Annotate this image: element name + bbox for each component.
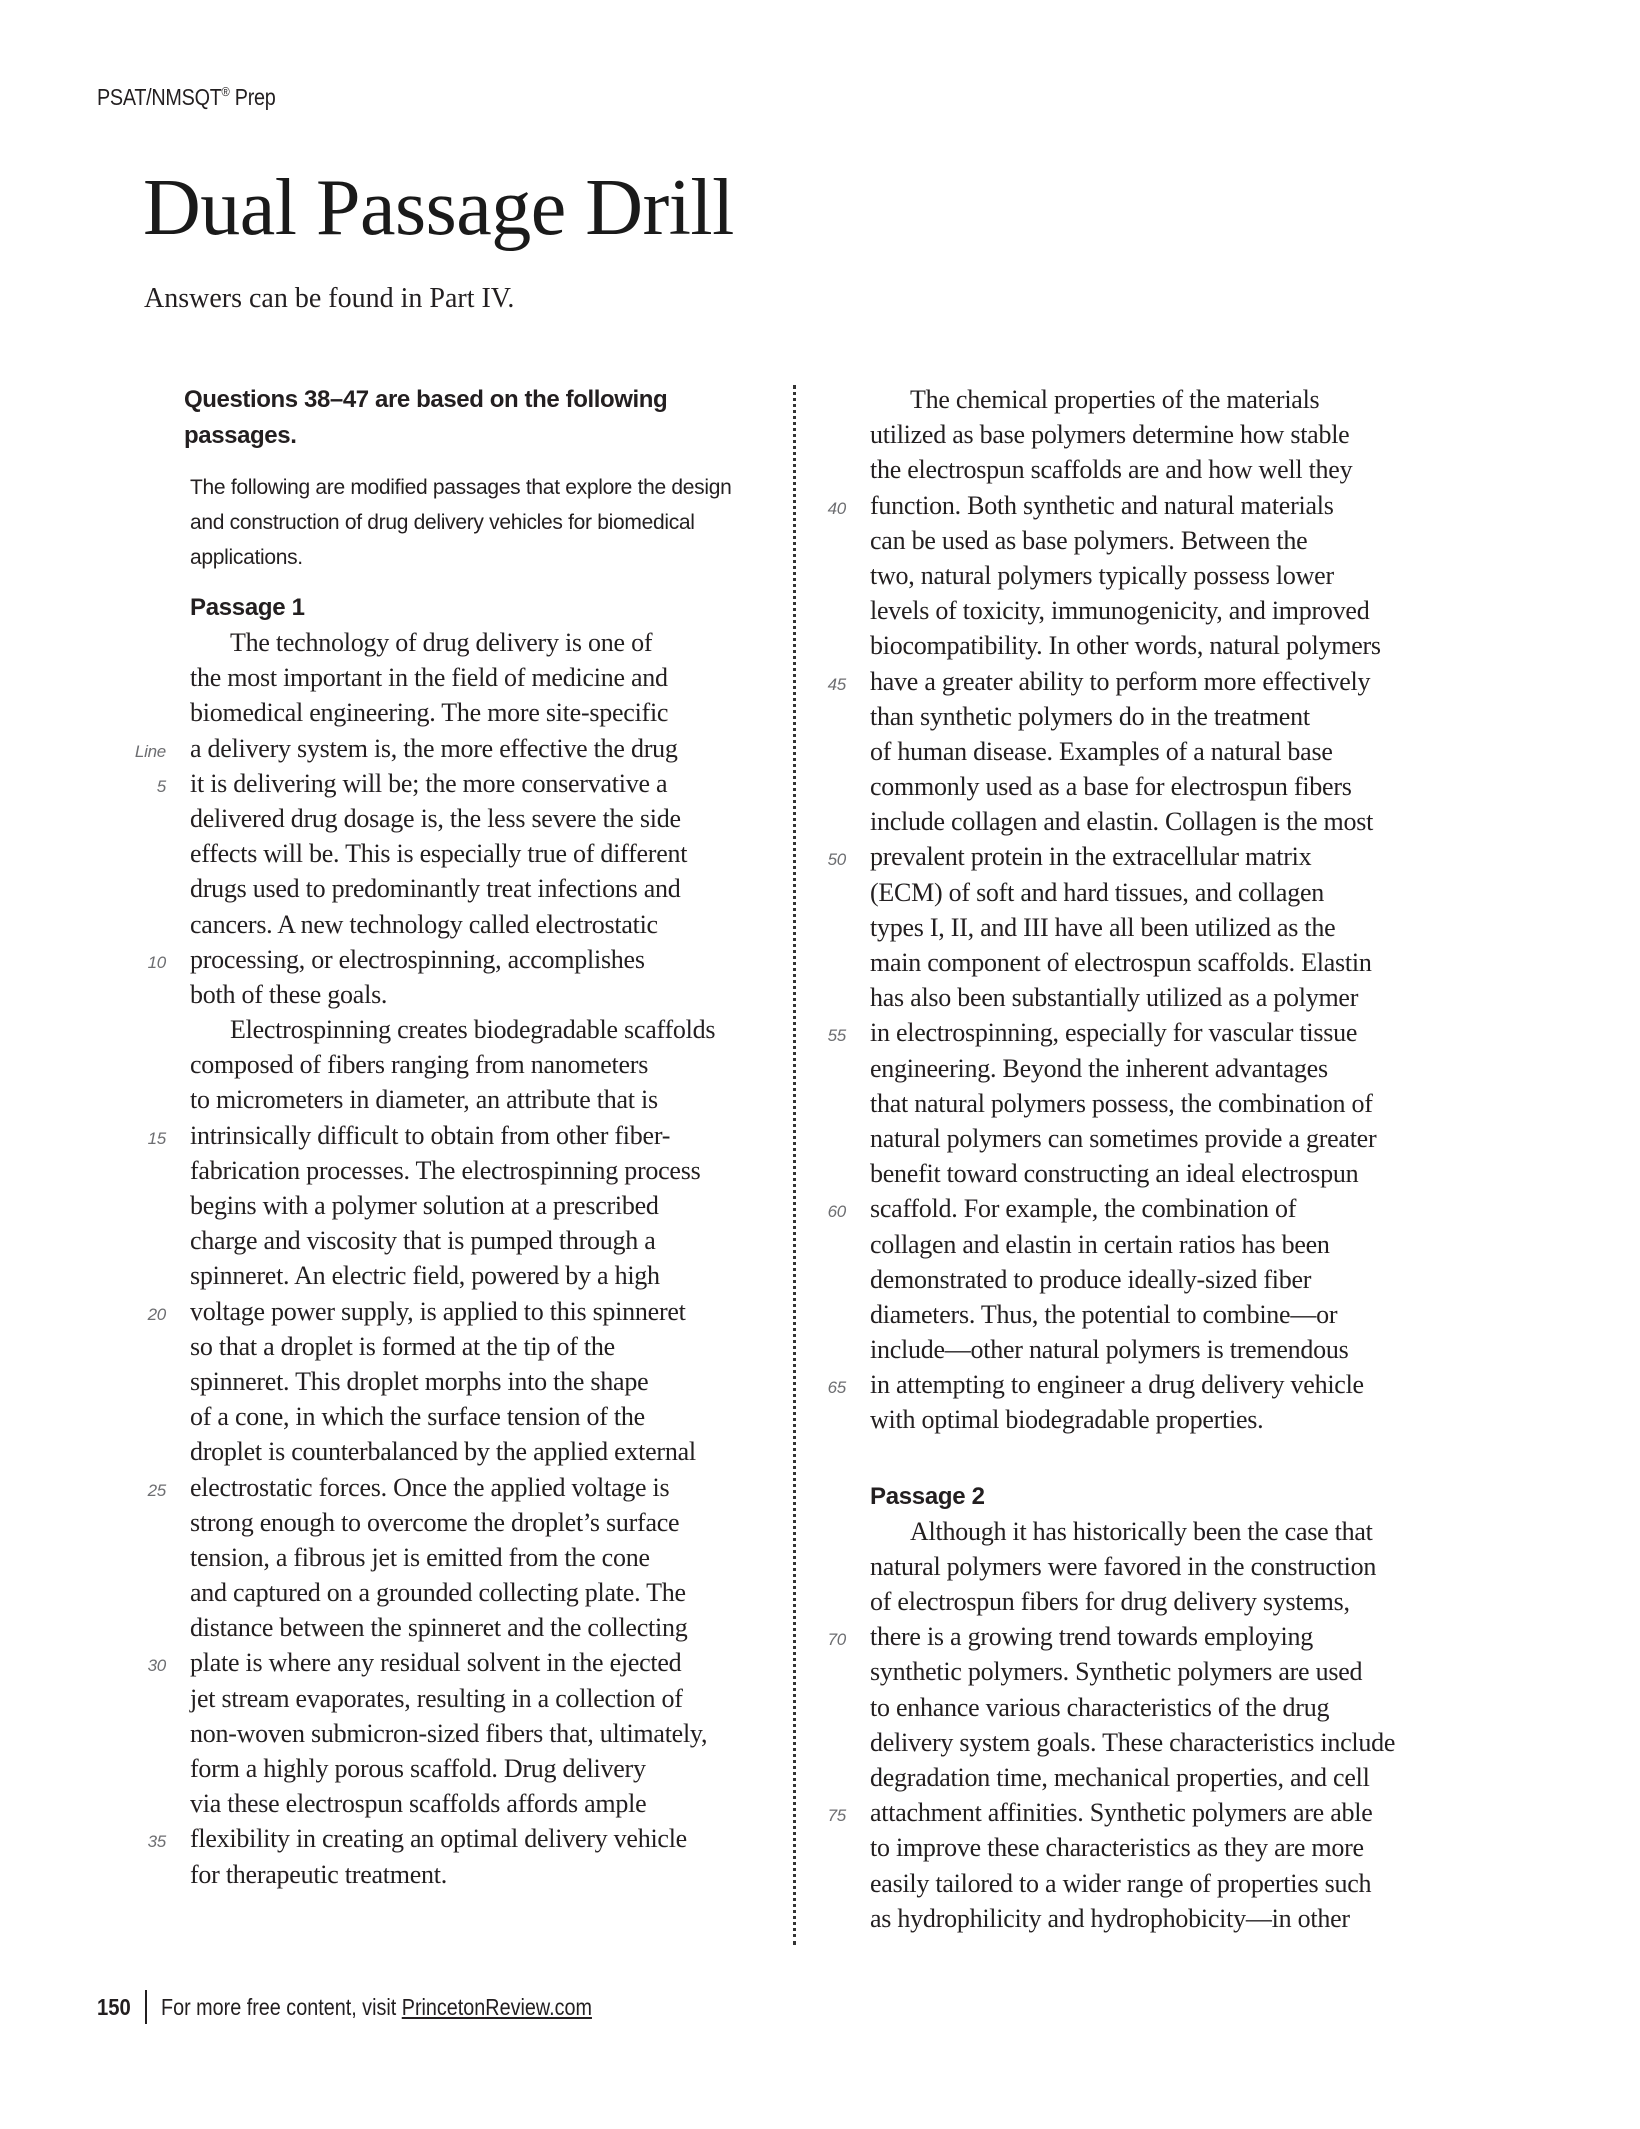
line-text: of electrospun fibers for drug delivery systems,: [870, 1587, 1350, 1616]
passage-line: [110, 1364, 770, 1399]
princeton-review-link[interactable]: PrincetonReview.com: [402, 1993, 593, 2020]
passage-line: [110, 1188, 770, 1223]
passage-line: [110, 1645, 770, 1680]
line-text: both of these goals.: [190, 979, 388, 1009]
line-number: 25: [147, 1480, 166, 1500]
line-text: of human disease. Examples of a natural base: [870, 736, 1333, 766]
passage-line: [810, 1367, 1510, 1402]
passage-line: [810, 980, 1510, 1015]
passage-line: [810, 628, 1510, 663]
line-text: Although it has historically been the case that: [910, 1516, 1373, 1546]
passage-1-text-continued: [810, 382, 1510, 1438]
running-header-suffix: Prep: [229, 84, 276, 110]
passage-line: [810, 1549, 1510, 1584]
line-text: collagen and elastin in certain ratios has been: [870, 1229, 1330, 1259]
passage-line: [810, 1901, 1510, 1936]
line-text: droplet is counterbalanced by the applied external: [190, 1437, 696, 1467]
passage-line: [110, 1821, 770, 1856]
line-text: benefit toward constructing an ideal electrospun: [870, 1159, 1359, 1189]
passage-1-heading: Passage 1: [190, 594, 305, 621]
passage-line: [110, 1540, 770, 1575]
line-text: with optimal biodegradable properties.: [870, 1405, 1264, 1435]
passage-line: [810, 593, 1510, 628]
passage-line: [110, 1610, 770, 1645]
passage-line: [110, 1716, 770, 1751]
left-column: [110, 382, 770, 1892]
passage-line: [110, 766, 770, 801]
line-text: attachment affinities. Synthetic polymers are able: [870, 1798, 1373, 1828]
line-text: types I, II, and III have all been utilized as the: [870, 912, 1336, 942]
line-text: Electrospinning creates biodegradable scaffolds: [230, 1015, 716, 1045]
line-text: main component of electrospun scaffolds. Elastin: [870, 948, 1372, 977]
passage-line: [810, 1156, 1510, 1191]
passage-line: [110, 1294, 770, 1329]
passage-line: [810, 1866, 1510, 1901]
line-text: to improve these characteristics as they are more: [870, 1833, 1364, 1863]
line-text: delivered drug dosage is, the less severe the side: [190, 803, 681, 833]
line-number: 40: [827, 498, 846, 518]
intro-blurb: The following are modified passages that explore the design and construction of drug delivery vehicles for biomedical applications.: [190, 476, 732, 569]
passage-line: [110, 1153, 770, 1188]
line-text: natural polymers were favored in the construction: [870, 1551, 1377, 1581]
line-text: and captured on a grounded collecting plate. The: [190, 1578, 686, 1608]
line-text: there is a growing trend towards employing: [870, 1622, 1313, 1652]
passage-line: [810, 910, 1510, 945]
line-text: the most important in the field of medicine and: [190, 663, 668, 693]
passage-line: [810, 1121, 1510, 1156]
line-text: scaffold. For example, the combination of: [870, 1194, 1297, 1224]
line-number: Line: [134, 741, 166, 761]
line-text: as hydrophilicity and hydrophobicity—in other: [870, 1903, 1350, 1933]
line-text: diameters. Thus, the potential to combine—or: [870, 1299, 1338, 1329]
line-text: so that a droplet is formed at the tip of the: [190, 1331, 615, 1361]
line-text: jet stream evaporates, resulting in a collection of: [190, 1683, 683, 1713]
line-text: effects will be. This is especially true of different: [190, 839, 688, 869]
line-text: spinneret. An electric field, powered by a high: [190, 1261, 660, 1291]
page-footer: [97, 1990, 662, 2024]
line-text: plate is where any residual solvent in the ejected: [190, 1648, 682, 1678]
passage-2-heading: Passage 2: [870, 1482, 985, 1510]
running-header: [97, 84, 276, 111]
line-text: it is delivering will be; the more conservative a: [190, 768, 668, 798]
line-text: fabrication processes. The electrospinning process: [190, 1155, 701, 1185]
line-text: electrostatic forces. Once the applied voltage is: [190, 1472, 670, 1502]
passage-line: [110, 1786, 770, 1821]
line-text: distance between the spinneret and the collecting: [190, 1613, 688, 1643]
passage-line: [110, 1329, 770, 1364]
passage-line: [810, 1402, 1510, 1437]
passage-line: [810, 1086, 1510, 1121]
footer-note-text: For more free content, visit: [161, 1993, 403, 2020]
line-text: synthetic polymers. Synthetic polymers are used: [870, 1657, 1363, 1687]
line-text: to enhance various characteristics of the drug: [870, 1692, 1330, 1722]
passage-line: [810, 699, 1510, 734]
line-text: commonly used as a base for electrospun fibers: [870, 772, 1352, 802]
passage-line: [810, 488, 1510, 523]
passage-line: [810, 1514, 1510, 1549]
line-text: via these electrospun scaffolds affords ample: [190, 1789, 647, 1819]
passage-line: [810, 1262, 1510, 1297]
passage-line: [810, 839, 1510, 874]
passage-line: [110, 1258, 770, 1293]
line-text: tension, a fibrous jet is emitted from the cone: [190, 1542, 650, 1572]
passage-line: [810, 1191, 1510, 1226]
line-text: prevalent protein in the extracellular matrix: [870, 842, 1312, 872]
line-text: form a highly porous scaffold. Drug delivery: [190, 1754, 646, 1783]
footer-note: [161, 1994, 592, 2021]
passage-line: [810, 523, 1510, 558]
line-number: 50: [827, 850, 846, 870]
passage-line: [810, 1654, 1510, 1689]
right-column: [810, 382, 1510, 1936]
passage-line: [810, 1297, 1510, 1332]
line-text: delivery system goals. These characteristics include: [870, 1727, 1396, 1757]
line-number: 60: [827, 1202, 846, 1222]
line-text: that natural polymers possess, the combination of: [870, 1088, 1373, 1118]
line-text: levels of toxicity, immunogenicity, and improved: [870, 596, 1370, 626]
passage-line: [810, 1830, 1510, 1865]
passage-line: [810, 734, 1510, 769]
passage-1-text: [110, 625, 770, 1892]
registered-mark: ®: [221, 84, 230, 99]
line-text: function. Both synthetic and natural materials: [870, 490, 1334, 520]
passage-line: [810, 945, 1510, 980]
passage-line: [110, 836, 770, 871]
line-text: utilized as base polymers determine how stable: [870, 420, 1350, 450]
passage-line: [110, 1470, 770, 1505]
line-text: The chemical properties of the materials: [910, 385, 1320, 414]
line-number: 65: [827, 1378, 846, 1398]
page-title: Dual Passage Drill: [143, 164, 734, 252]
line-text: composed of fibers ranging from nanometers: [190, 1050, 649, 1080]
line-text: charge and viscosity that is pumped through a: [190, 1226, 656, 1256]
column-divider: [793, 385, 796, 1945]
passage-line: [810, 1584, 1510, 1619]
passage-line: [110, 1434, 770, 1469]
passage-line: [110, 942, 770, 977]
line-number: 75: [827, 1806, 846, 1826]
line-text: easily tailored to a wider range of properties such: [870, 1868, 1372, 1898]
line-text: processing, or electrospinning, accomplishes: [190, 944, 645, 974]
line-text: to micrometers in diameter, an attribute that is: [190, 1085, 658, 1115]
line-text: degradation time, mechanical properties, and cell: [870, 1762, 1370, 1792]
passage-line: [110, 907, 770, 942]
line-text: has also been substantially utilized as a polymer: [870, 983, 1359, 1013]
passage-line: [810, 1619, 1510, 1654]
passage-line: [810, 1760, 1510, 1795]
line-text: (ECM) of soft and hard tissues, and collagen: [870, 877, 1325, 907]
passage-line: [810, 382, 1510, 417]
line-text: of a cone, in which the surface tension of the: [190, 1402, 645, 1432]
passage-line: [810, 452, 1510, 487]
line-text: cancers. A new technology called electrostatic: [190, 909, 658, 939]
line-number: 55: [827, 1026, 846, 1046]
passage-line: [110, 1223, 770, 1258]
passage-line: [810, 1690, 1510, 1725]
passage-line: [810, 417, 1510, 452]
line-number: 5: [156, 776, 166, 796]
questions-heading: Questions 38–47 are based on the following passages.: [184, 386, 668, 449]
passage-line: [810, 558, 1510, 593]
passage-line: [110, 1575, 770, 1610]
passage-line: [110, 1047, 770, 1082]
passage-line: [810, 1725, 1510, 1760]
passage-line: [110, 1681, 770, 1716]
line-text: The technology of drug delivery is one of: [230, 628, 653, 657]
passage-line: [810, 875, 1510, 910]
line-text: biomedical engineering. The more site-specific: [190, 698, 669, 728]
line-text: spinneret. This droplet morphs into the shape: [190, 1366, 649, 1396]
passage-line: [810, 664, 1510, 699]
passage-line: [810, 1015, 1510, 1050]
passage-line: [810, 1795, 1510, 1830]
line-text: can be used as base polymers. Between the: [870, 525, 1308, 555]
line-number: 20: [147, 1304, 166, 1324]
page-number: 150: [97, 1993, 131, 2020]
line-text: demonstrated to produce ideally-sized fiber: [870, 1264, 1312, 1294]
page-subtitle: Answers can be found in Part IV.: [144, 283, 515, 314]
line-text: non-woven submicron-sized fibers that, ultimately,: [190, 1718, 708, 1748]
line-text: drugs used to predominantly treat infections and: [190, 874, 681, 904]
passage-line: [110, 660, 770, 695]
line-text: a delivery system is, the more effective the drug: [190, 733, 678, 763]
line-number: 45: [827, 674, 846, 694]
line-text: include collagen and elastin. Collagen is the most: [870, 807, 1374, 837]
line-text: in electrospinning, especially for vascular tissue: [870, 1018, 1358, 1048]
passage-line: [110, 1857, 770, 1892]
passage-line: [110, 1118, 770, 1153]
running-header-title: PSAT/NMSQT: [97, 84, 222, 110]
line-text: in attempting to engineer a drug delivery vehicle: [870, 1370, 1364, 1400]
passage-line: [110, 977, 770, 1012]
line-text: have a greater ability to perform more effectively: [870, 666, 1371, 696]
line-text: biocompatibility. In other words, natural polymers: [870, 631, 1381, 661]
passage-line: [810, 1227, 1510, 1262]
passage-line: [810, 769, 1510, 804]
line-text: two, natural polymers typically possess lower: [870, 560, 1334, 590]
line-number: 10: [147, 952, 166, 972]
passage-line: [110, 801, 770, 836]
line-text: engineering. Beyond the inherent advantages: [870, 1053, 1328, 1083]
line-text: natural polymers can sometimes provide a greater: [870, 1123, 1377, 1153]
line-text: flexibility in creating an optimal delivery vehicle: [190, 1824, 687, 1854]
line-text: than synthetic polymers do in the treatment: [870, 701, 1310, 731]
passage-line: [110, 1082, 770, 1117]
line-number: 30: [147, 1656, 166, 1676]
line-text: for therapeutic treatment.: [190, 1859, 447, 1889]
passage-2-text: [810, 1514, 1510, 1936]
line-text: strong enough to overcome the droplet’s surface: [190, 1507, 680, 1537]
line-text: begins with a polymer solution at a prescribed: [190, 1191, 659, 1220]
passage-line: [110, 695, 770, 730]
line-number: 35: [147, 1832, 166, 1852]
line-number: 70: [827, 1630, 846, 1650]
passage-line: [110, 731, 770, 766]
passage-line: [110, 871, 770, 906]
line-number: 15: [147, 1128, 166, 1148]
footer-separator: [145, 1990, 147, 2024]
passage-line: [110, 1751, 770, 1786]
line-text: intrinsically difficult to obtain from other fiber-: [190, 1120, 671, 1150]
passage-line: [110, 1505, 770, 1540]
passage-line: [110, 625, 770, 660]
line-text: voltage power supply, is applied to this spinneret: [190, 1296, 686, 1326]
passage-line: [810, 804, 1510, 839]
line-text: include—other natural polymers is tremendous: [870, 1335, 1349, 1365]
passage-line: [810, 1051, 1510, 1086]
passage-line: [810, 1332, 1510, 1367]
line-text: the electrospun scaffolds are and how well they: [870, 455, 1353, 485]
passage-line: [110, 1399, 770, 1434]
passage-line: [110, 1012, 770, 1047]
